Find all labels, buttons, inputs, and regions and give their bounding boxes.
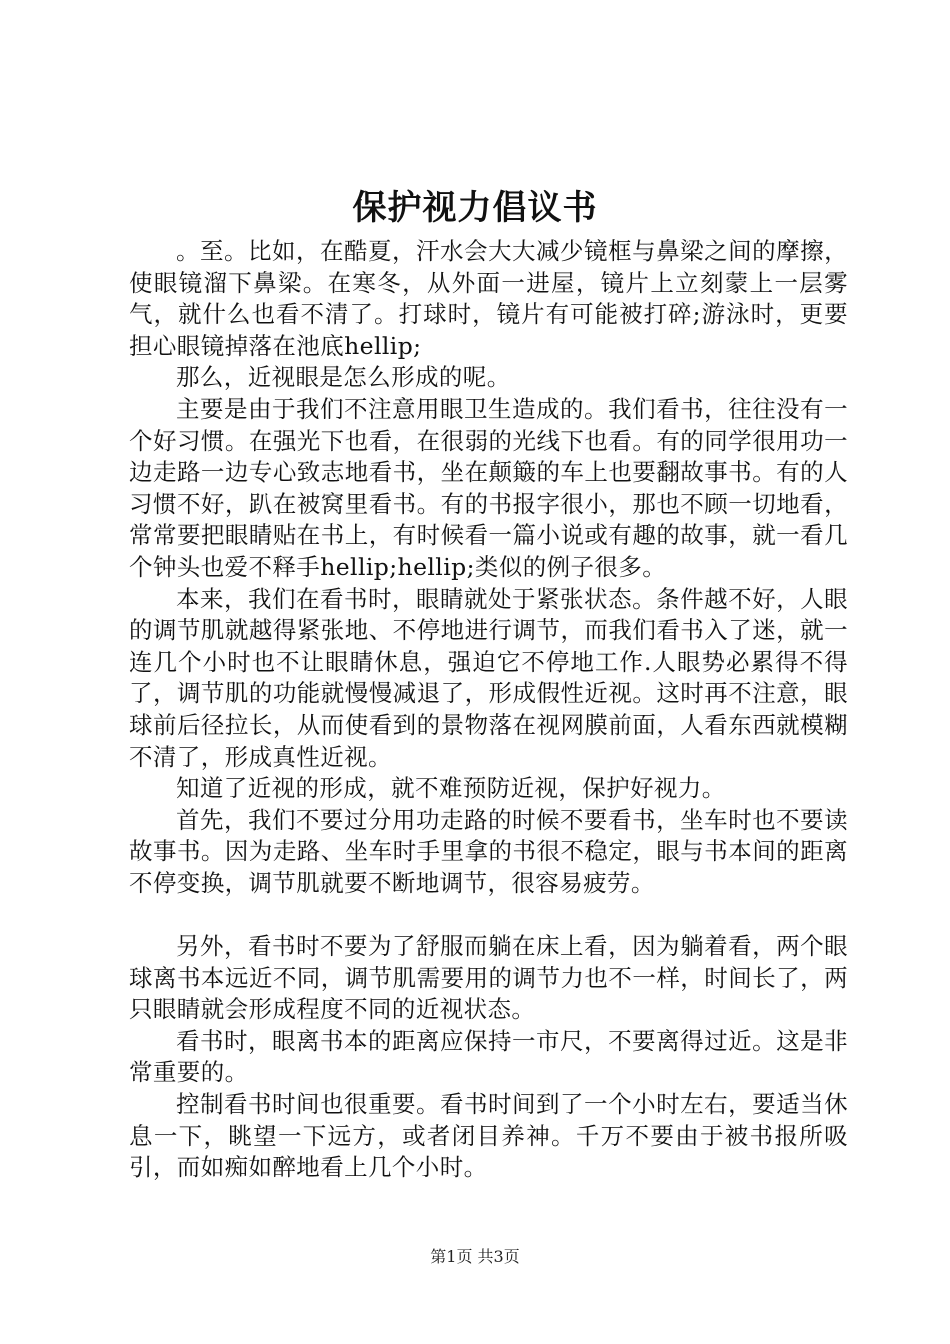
paragraph: 主要是由于我们不注意用眼卫生造成的。我们看书，往往没有一个好习惯。在强光下也看，在很弱的光线下也看。有的同学很用功一边走路一边专心致志地看书，坐在颠簸的车上也要翻故事书。有的人习惯不好，趴在被窝里看书。有的书报字很小，那也不顾一切地看，常常要把眼睛贴在书上，有时候看一篇小说或有趣的故事，就一看几个钟头也爱不释手hellip;hellip;类似的例子很多。 <box>129 394 848 581</box>
document-body <box>129 236 848 1184</box>
paragraph: 本来，我们在看书时，眼睛就处于紧张状态。条件越不好，人眼的调节肌就越得紧张地、不停地进行调节，而我们看书入了迷，就一连几个小时也不让眼睛休息，强迫它不停地工作.人眼势必累得不得了，调节肌的功能就慢慢减退了，形成假性近视。这时再不注意，眼球前后径拉长，从而使看到的景物落在视网膜前面，人看东西就模糊不清了，形成真性近视。 <box>129 584 848 771</box>
document-title: 保护视力倡议书 <box>352 188 598 228</box>
paragraph: 控制看书时间也很重要。看书时间到了一个小时左右，要适当休息一下，眺望一下远方，或者闭目养神。千万不要由于被书报所吸引，而如痴如醉地看上几个小时。 <box>129 1090 848 1182</box>
paragraph: 首先，我们不要过分用功走路的时候不要看书，坐车时也不要读故事书。因为走路、坐车时手里拿的书很不稳定，眼与书本间的距离不停变换，调节肌就要不断地调节，很容易疲劳。 <box>129 805 848 897</box>
paragraph: 。至。比如，在酷夏，汗水会大大减少镜框与鼻梁之间的摩擦，使眼镜溜下鼻梁。在寒冬，从外面一进屋，镜片上立刻蒙上一层雾气，就什么也看不清了。打球时，镜片有可能被打碎;游泳时，更要担心眼镜掉落在池底hellip; <box>129 237 848 360</box>
paragraph: 知道了近视的形成，就不难预防近视，保护好视力。 <box>176 774 726 803</box>
paragraph: 那么，近视眼是怎么形成的呢。 <box>176 363 511 392</box>
page-footer: 第1页 共3页 <box>430 1247 520 1266</box>
paragraph: 另外，看书时不要为了舒服而躺在床上看，因为躺着看，两个眼球离书本远近不同，调节肌需要用的调节力也不一样，时间长了，两只眼睛就会形成程度不同的近视状态。 <box>129 932 848 1024</box>
paragraph: 看书时，眼离书本的距离应保持一市尺，不要离得过近。这是非常重要的。 <box>129 1026 848 1087</box>
